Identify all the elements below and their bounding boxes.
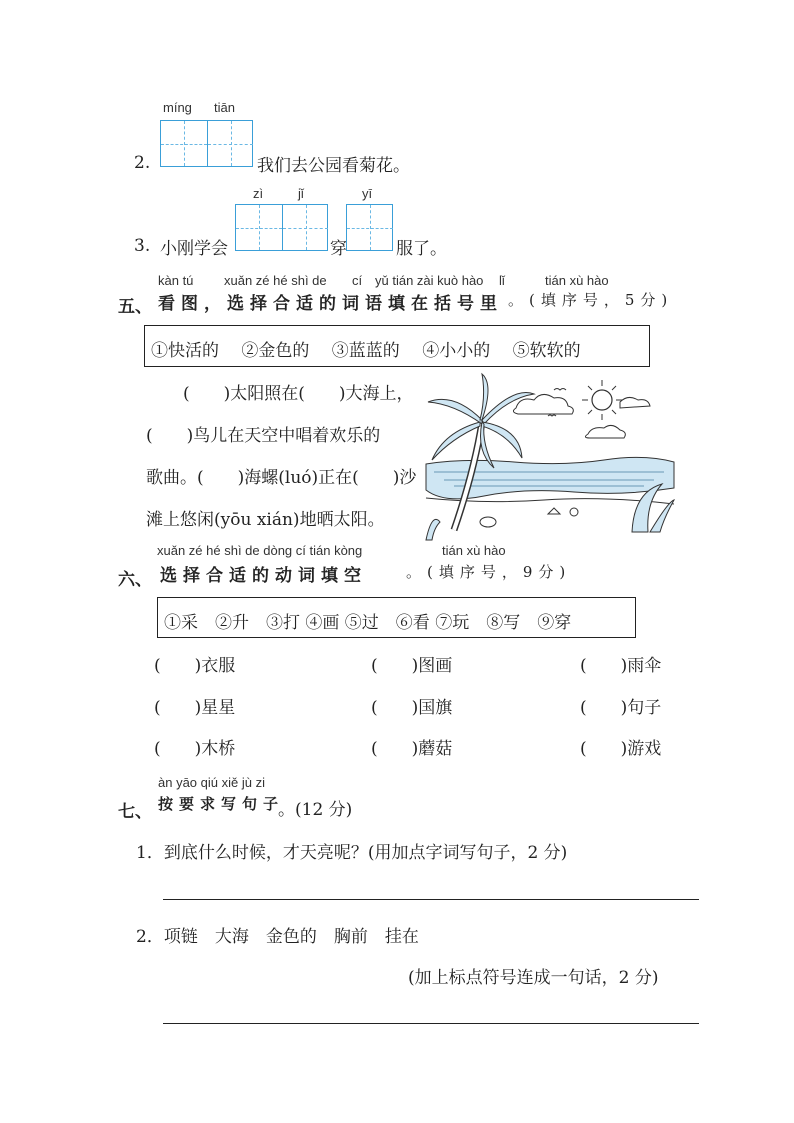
writing-grid-mingtian[interactable] — [160, 120, 253, 167]
q5-pinyin-xuanze: xuǎn zé hé shì de — [224, 273, 327, 288]
q5-line-4: 滩上悠闲(yōu xián)地晒太阳。 — [146, 510, 385, 530]
q6-options: ①采 ②升 ③打 ④画 ⑤过 ⑥看 ⑦玩 ⑧写 ⑨穿 — [164, 613, 572, 633]
q6-pinyin-tianxuhao: tián xù hào — [442, 543, 506, 558]
q7-title: 按要求写句子 — [158, 795, 285, 813]
writing-grid-yi[interactable] — [346, 204, 393, 251]
q5-word-bank — [144, 325, 650, 367]
item3-prefix: 小刚学会 — [160, 239, 228, 259]
answer-line-2[interactable] — [163, 1023, 699, 1024]
q6-blank: ( )句子 — [580, 698, 662, 718]
q5-pinyin-ci: cí — [352, 273, 363, 288]
q5-options: ①快活的 ②金色的 ③蓝蓝的 ④小小的 ⑤软软的 — [151, 341, 581, 361]
q5-note: 。(填序号，5分) — [508, 291, 674, 309]
q6-blank: ( )蘑菇 — [371, 739, 453, 759]
q7-note: 。(12 分) — [278, 800, 353, 820]
q5-line-1: ( )太阳照在( )大海上， — [183, 384, 414, 404]
q7-item-2-note: (加上标点符号连成一句话，2 分) — [408, 968, 659, 988]
pinyin-tian: tiān — [214, 100, 235, 115]
item-number-2: 2. — [134, 153, 151, 173]
q7-item-1: 1．到底什么时候，才天亮呢？(用加点字词写句子，2 分) — [136, 843, 568, 863]
item3-mid: 穿 — [330, 239, 347, 259]
q5-pinyin-li: lǐ — [499, 273, 505, 288]
q6-blank: ( )国旗 — [371, 698, 453, 718]
q5-pinyin-yutian: yǔ tián zài kuò hào — [375, 273, 484, 288]
item3-suffix: 服了。 — [396, 239, 447, 259]
writing-grid-ziji[interactable] — [235, 204, 328, 251]
q5-title: 看图，选择合适的词语填在括号里 — [158, 294, 503, 314]
pinyin-ji: jǐ — [298, 186, 304, 201]
q6-number: 六、 — [118, 570, 152, 590]
item2-text: 我们去公园看菊花。 — [257, 156, 410, 176]
q6-blank: ( )星星 — [154, 698, 236, 718]
q5-number: 五、 — [118, 297, 152, 317]
q6-blank: ( )游戏 — [580, 739, 662, 759]
answer-line-1[interactable] — [163, 899, 699, 900]
pinyin-ming: míng — [163, 100, 192, 115]
q7-item-2: 2．项链 大海 金色的 胸前 挂在 — [136, 927, 419, 947]
q6-blank: ( )图画 — [371, 656, 453, 676]
q5-pinyin-kantu: kàn tú — [158, 273, 194, 288]
q6-blank: ( )衣服 — [154, 656, 236, 676]
q5-line-2: ( )鸟儿在天空中唱着欢乐的 — [146, 426, 381, 446]
pinyin-yi: yī — [362, 186, 373, 201]
q5-line-3: 歌曲。( )海螺(luó)正在( )沙 — [146, 468, 417, 488]
q7-number: 七、 — [118, 802, 152, 822]
q6-blank: ( )雨伞 — [580, 656, 662, 676]
q7-pinyin: àn yāo qiú xiě jù zi — [158, 775, 265, 790]
q6-blank: ( )木桥 — [154, 739, 236, 759]
q6-note: 。(填序号，9分) — [406, 563, 572, 581]
beach-palm-illustration — [424, 372, 676, 544]
item-number-3: 3. — [134, 236, 151, 256]
q6-pinyin: xuǎn zé hé shì de dòng cí tián kòng — [157, 543, 363, 558]
q5-pinyin-tianxuhao: tián xù hào — [545, 273, 609, 288]
pinyin-zi: zì — [253, 186, 264, 201]
q6-word-bank — [157, 597, 636, 638]
q6-title: 选择合适的动词填空 — [160, 566, 367, 586]
